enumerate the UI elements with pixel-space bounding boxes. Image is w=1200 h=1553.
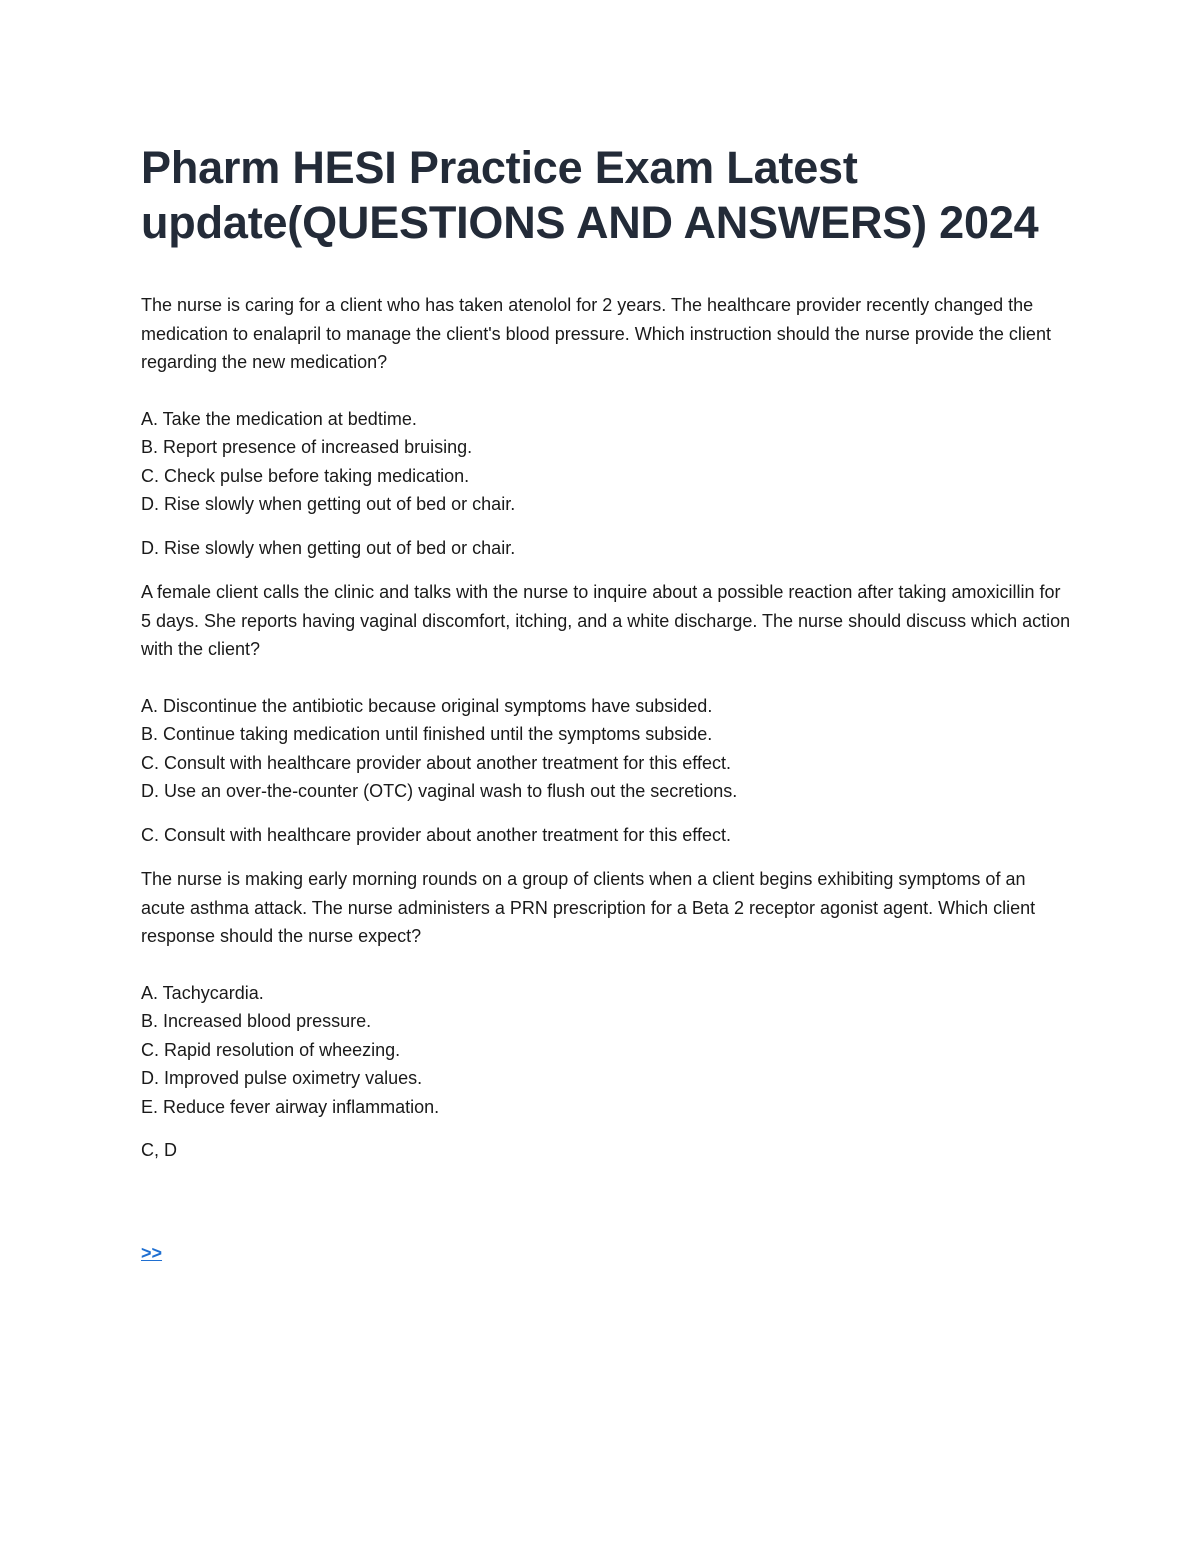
answer-text: C, D [141, 1140, 177, 1160]
option-a: A. Discontinue the antibiotic because original symptoms have subsided. [141, 695, 713, 716]
options-list [141, 979, 1071, 1122]
question-block-1 [141, 291, 1071, 562]
option-a: A. Take the medication at bedtime. [141, 408, 417, 429]
option-c: C. Rapid resolution of wheezing. [141, 1039, 401, 1060]
options-list [141, 405, 1071, 519]
question-text: The nurse is making early morning rounds on a group of clients when a client begins exhibiting symptoms of an acute asthma attack. The nurse administers a PRN prescription for a Beta 2 receptor agonist agent. Which client response should the nurse expect? [141, 869, 1036, 946]
option-e: E. Reduce fever airway inflammation. [141, 1096, 440, 1117]
question-text: The nurse is caring for a client who has taken atenolol for 2 years. The healthcare provider recently changed the medication to enalapril to manage the client's blood pressure. Which instruction should the nurse provide the client regarding the new medication? [141, 295, 1051, 372]
option-b: B. Increased blood pressure. [141, 1011, 372, 1031]
option-a: A. Tachycardia. [141, 982, 264, 1003]
answer-text: C. Consult with healthcare provider about another treatment for this effect. [141, 824, 731, 845]
option-c: C. Consult with healthcare provider about another treatment for this effect. [141, 752, 731, 773]
options-list [141, 692, 1071, 806]
question-block-3 [141, 865, 1071, 1165]
option-b: B. Continue taking medication until finished until the symptoms subside. [141, 724, 713, 744]
option-d: D. Use an over-the-counter (OTC) vaginal wash to flush out the secretions. [141, 781, 738, 801]
option-d: D. Rise slowly when getting out of bed or chair. [141, 494, 516, 514]
answer-text: D. Rise slowly when getting out of bed or chair. [141, 537, 516, 558]
option-b: B. Report presence of increased bruising. [141, 437, 473, 457]
document-page [141, 140, 1071, 1265]
next-page-link[interactable]: >> [141, 1242, 163, 1263]
question-block-2 [141, 578, 1071, 849]
question-text: A female client calls the clinic and talks with the nurse to inquire about a possible reaction after taking amoxicillin for 5 days. She reports having vaginal discomfort, itching, and a white discharge. The nurse should discuss which action with the client? [141, 582, 1071, 659]
option-c: C. Check pulse before taking medication. [141, 465, 470, 486]
document-title: Pharm HESI Practice Exam Latest update(QUESTIONS AND ANSWERS) 2024 [141, 142, 1039, 248]
option-d: D. Improved pulse oximetry values. [141, 1068, 423, 1088]
